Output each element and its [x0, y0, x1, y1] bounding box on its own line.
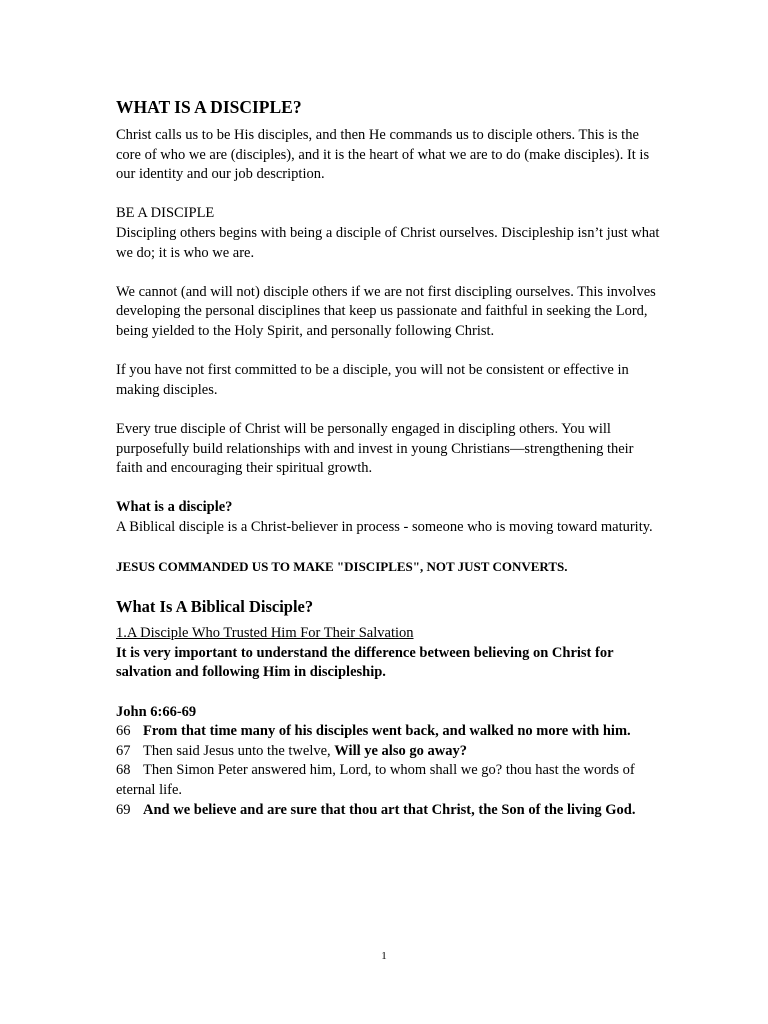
question-heading: What is a disciple?	[116, 499, 233, 516]
document-page	[116, 96, 661, 820]
spacer	[116, 263, 661, 283]
verse-66	[116, 722, 661, 742]
spacer	[116, 577, 661, 597]
point-1-heading: 1.A Disciple Who Trusted Him For Their Salvation	[116, 625, 414, 642]
section-title: What Is A Biblical Disciple?	[116, 597, 314, 617]
verse-68	[116, 761, 661, 800]
verse-number: 66	[116, 723, 131, 740]
spacer	[116, 185, 661, 205]
verse-bold-text: Will ye also go away?	[334, 742, 467, 759]
be-disciple-paragraph-1: Discipling others begins with being a disciple of Christ ourselves. Discipleship isn’t just what we do; it is who we are.	[116, 224, 660, 261]
spacer	[116, 400, 661, 420]
spacer	[116, 683, 661, 703]
verse-bold-text: And we believe and are sure that thou art that Christ, the Son of the living God.	[143, 801, 636, 818]
be-disciple-paragraph-3: If you have not first committed to be a disciple, you will not be consistent or effective in making disciples.	[116, 362, 629, 398]
spacer	[116, 537, 661, 557]
verse-plain-text: Then said Jesus unto the twelve,	[143, 742, 335, 759]
point-1-text: It is very important to understand the difference between believing on Christ for salvation and following Him in discipleship.	[116, 644, 614, 681]
verse-number: 69	[116, 801, 131, 818]
be-disciple-paragraph-4: Every true disciple of Christ will be personally engaged in discipling others. You will purposefully build relationships with and invest in young Christians—strengthening their faith and encouraging their spiritual growth.	[116, 420, 634, 477]
verse-67	[116, 742, 661, 762]
be-disciple-heading: BE A DISCIPLE	[116, 205, 215, 222]
verse-69	[116, 801, 661, 821]
question-answer: A Biblical disciple is a Christ-believer in process - someone who is moving toward maturity.	[116, 518, 653, 535]
page-title: WHAT IS A DISCIPLE?	[116, 97, 302, 117]
verse-number: 68	[116, 762, 131, 779]
commanded-statement: JESUS COMMANDED US TO MAKE "DISCIPLES", NOT JUST CONVERTS.	[116, 559, 568, 575]
verse-plain-text: Then Simon Peter answered him, Lord, to whom shall we go? thou hast the words of eternal life.	[116, 762, 635, 798]
intro-paragraph: Christ calls us to be His disciples, and then He commands us to disciple others. This is the core of who we are (disciples), and it is the heart of what we are to do (make disciples). It is our identity and our job description.	[116, 127, 650, 183]
spacer	[116, 479, 661, 499]
spacer	[116, 342, 661, 362]
verse-bold-text: From that time many of his disciples went back, and walked no more with him.	[143, 723, 631, 740]
page-number: 1	[381, 950, 387, 962]
be-disciple-paragraph-2: We cannot (and will not) disciple others if we are not first discipling ourselves. This involves developing the personal disciplines that keep us passionate and faithful in seeking the Lord, being yielded to the Holy Spirit, and personally following Christ.	[116, 283, 656, 339]
scripture-reference: John 6:66-69	[116, 703, 197, 720]
verse-number: 67	[116, 742, 131, 759]
